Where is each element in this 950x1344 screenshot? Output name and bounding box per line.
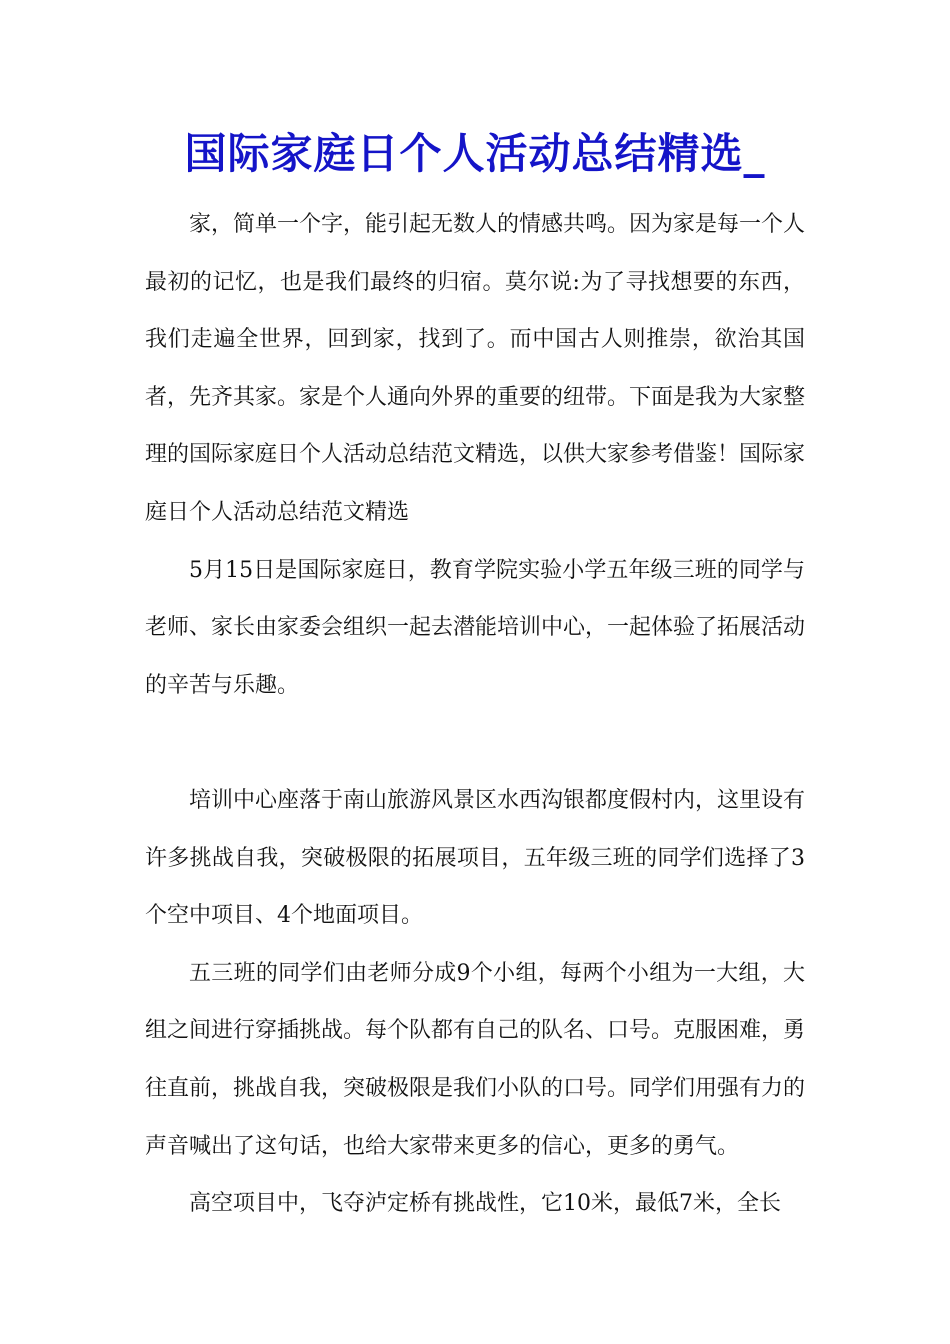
document-body xyxy=(145,196,805,1233)
blank-line xyxy=(145,714,805,772)
paragraph-groups: 五三班的同学们由老师分成9个小组，每两个小组为一大组，大组之间进行穿插挑战。每个队都有自己的队名、口号。克服困难，勇往直前，挑战自我，突破极限是我们小队的口号。同学们用强有力的声音喊出了这句话，也给大家带来更多的信心，更多的勇气。 xyxy=(145,960,806,1159)
paragraph-training-center: 培训中心座落于南山旅游风景区水西沟银都度假村内，这里设有许多挑战自我，突破极限的拓展项目，五年级三班的同学们选择了3个空中项目、4个地面项目。 xyxy=(145,787,806,929)
document-title: 国际家庭日个人活动总结精选_ xyxy=(184,129,766,178)
paragraph-intro: 家，简单一个字，能引起无数人的情感共鸣。因为家是每一个人最初的记忆，也是我们最终的归宿。莫尔说:为了寻找想要的东西，我们走遍全世界，回到家，找到了。而中国古人则推崇，欲治其国者，先齐其家。家是个人通向外界的重要的纽带。下面是我为大家整理的国际家庭日个人活动总结范文精选，以供大家参考借鉴！国际家庭日个人活动总结范文精选 xyxy=(145,212,806,525)
paragraph-high-altitude: 高空项目中，飞夺泸定桥有挑战性，它10米，最低7米，全长 xyxy=(189,1191,781,1217)
paragraph-family-day: 5月15日是国际家庭日，教育学院实验小学五年级三班的同学与老师、家长由家委会组织一起去潜能培训中心，一起体验了拓展活动的辛苦与乐趣。 xyxy=(145,557,806,698)
